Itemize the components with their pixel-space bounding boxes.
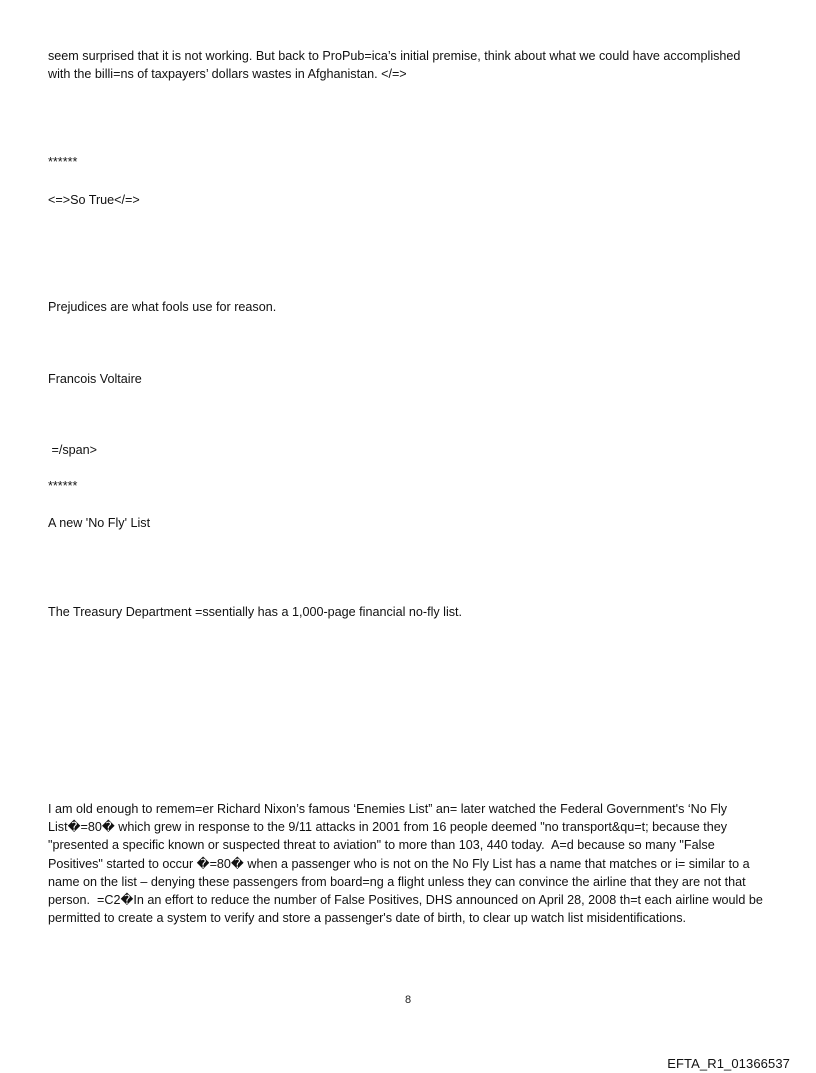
quote-author: Francois Voltaire	[48, 372, 142, 386]
quote-text: Prejudices are what fools use for reason.	[48, 300, 277, 314]
page-number: 8	[404, 994, 412, 1006]
section-heading-no-fly: A new 'No Fly' List	[48, 516, 151, 530]
document-id: EFTA_R1_01366537	[667, 1056, 790, 1071]
paragraph-afghanistan: seem surprised that it is not working. But back to ProPub=ica’s initial premise, think about what we could have accomplished with the billi=ns of taxpayers’ dollars wastes in Afghanistan. </=>	[48, 49, 744, 82]
paragraph-treasury: The Treasury Department =ssentially has a 1,000-page financial no-fly list.	[48, 605, 463, 619]
stray-span-tag: =/span>	[48, 443, 98, 457]
paragraph-no-fly-history: I am old enough to remem=er Richard Nixon’s famous ‘Enemies List” an= later watched the Federal Government's ‘No Fly List�=80� which grew in response to the 9/11 attacks in 2001 from 16 people deemed "no transport&qu=t; because they "presented a specific known or suspected threat to aviation" to more than 103, 440 today. A=d because so many "False Positives" started to occur �=80� when a passenger who is not on the No Fly List has a name that matches or i= similar to a name on the list – denying these passengers from board=ng a flight unless they can convince the airline that they are not that person. =C2�In an effort to reduce the number of False Positives, DHS announced on April 28, 2008 th=t each airline would be permitted to create a system to verify and store a passenger's date of birth, to clear up watch list misidentifications.	[48, 802, 767, 926]
separator-stars: ******	[48, 155, 78, 169]
separator-stars: ******	[48, 479, 78, 493]
paragraph-so-true: <=>So True</=>	[48, 193, 140, 207]
